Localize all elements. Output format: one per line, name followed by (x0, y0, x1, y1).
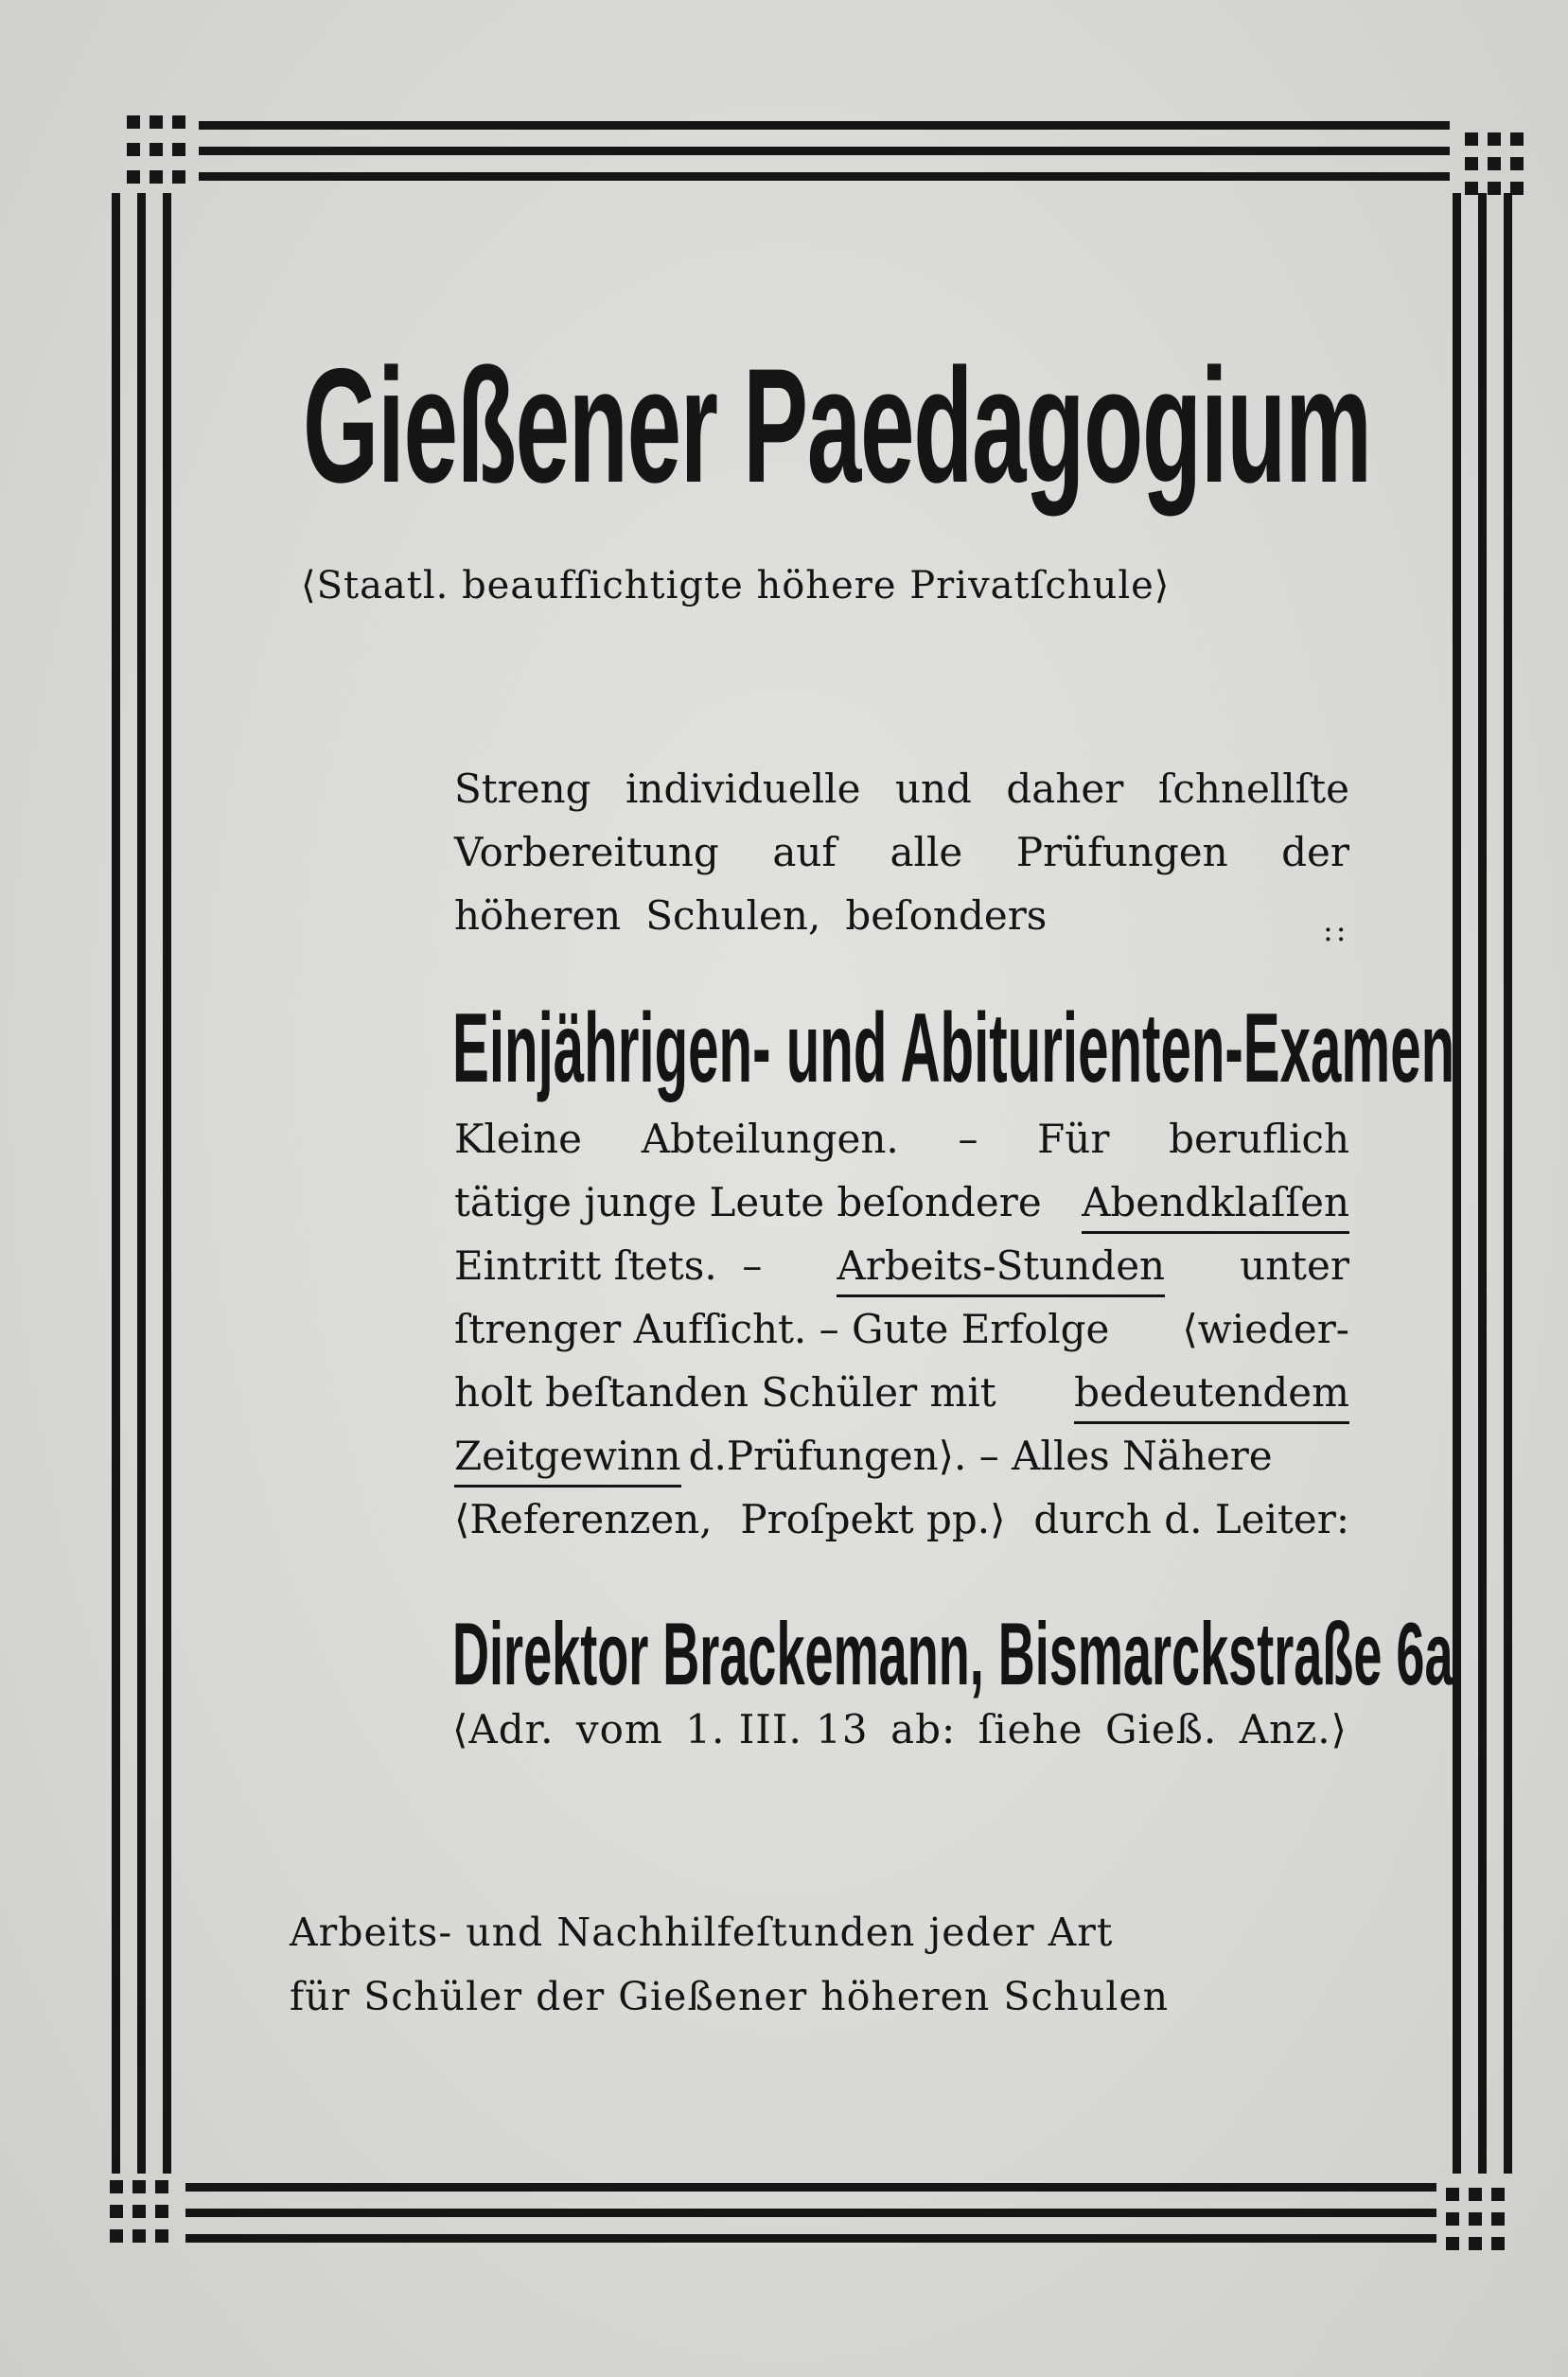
footer-line: Arbeits- und Nachhilfeſtunden jeder Art (290, 1910, 1114, 1955)
underlined-text: Arbeits-Stunden (837, 1234, 1165, 1297)
text-line: holt beſtanden Schüler mit bedeutendem (454, 1361, 1349, 1424)
text-line: Zeitgewinn d.Prüfungen⟩. – Alles Nähere (454, 1424, 1349, 1488)
text-line: Kleine Abteilungen. – Für beruflich (454, 1116, 1349, 1162)
subtitle: ⟨Staatl. beaufſichtigte höhere Privatſchule⟩ (301, 564, 1171, 607)
ornament: :: (1323, 912, 1349, 948)
underlined-text: bedeutendem (1074, 1361, 1349, 1424)
exam-heading: Einjährigen- und Abiturienten-Examen (452, 994, 1455, 1103)
text-line: Streng individuelle und daher ſchnellſte (454, 766, 1349, 812)
text-line: Vorbereitung auf alle Prüfungen der (454, 829, 1349, 875)
text-line: ⟨Referenzen, Proſpekt pp.⟩ durch d. Leiter: (454, 1496, 1349, 1542)
intro-paragraph (454, 757, 1349, 947)
footer-line: für Schüler der Gießener höheren Schulen (290, 1974, 1170, 2019)
details-paragraph (454, 1107, 1349, 1551)
text-line: tätige junge Leute beſondere Abendklaſſen (454, 1171, 1349, 1234)
underlined-text: Zeitgewinn (454, 1424, 681, 1488)
address-note: ⟨Adr. vom 1. III. 13 ab: ſiehe Gieß. Anz.⟩ (452, 1706, 1348, 1752)
director-address: Direktor Brackemann, Bismarckstraße 6a (452, 1604, 1453, 1703)
text-line: Eintritt ſtets. – Arbeits-Stunden unter (454, 1234, 1349, 1297)
underlined-text: Abendklaſſen (1082, 1171, 1349, 1234)
text-line: ſtrenger Aufſicht. – Gute Erfolge ⟨wieder- (454, 1306, 1349, 1352)
footer-note (290, 1900, 1169, 2029)
page-title: Gießener Paedagogium (303, 335, 1371, 517)
text-line: höheren Schulen, beſonders (454, 892, 1048, 939)
